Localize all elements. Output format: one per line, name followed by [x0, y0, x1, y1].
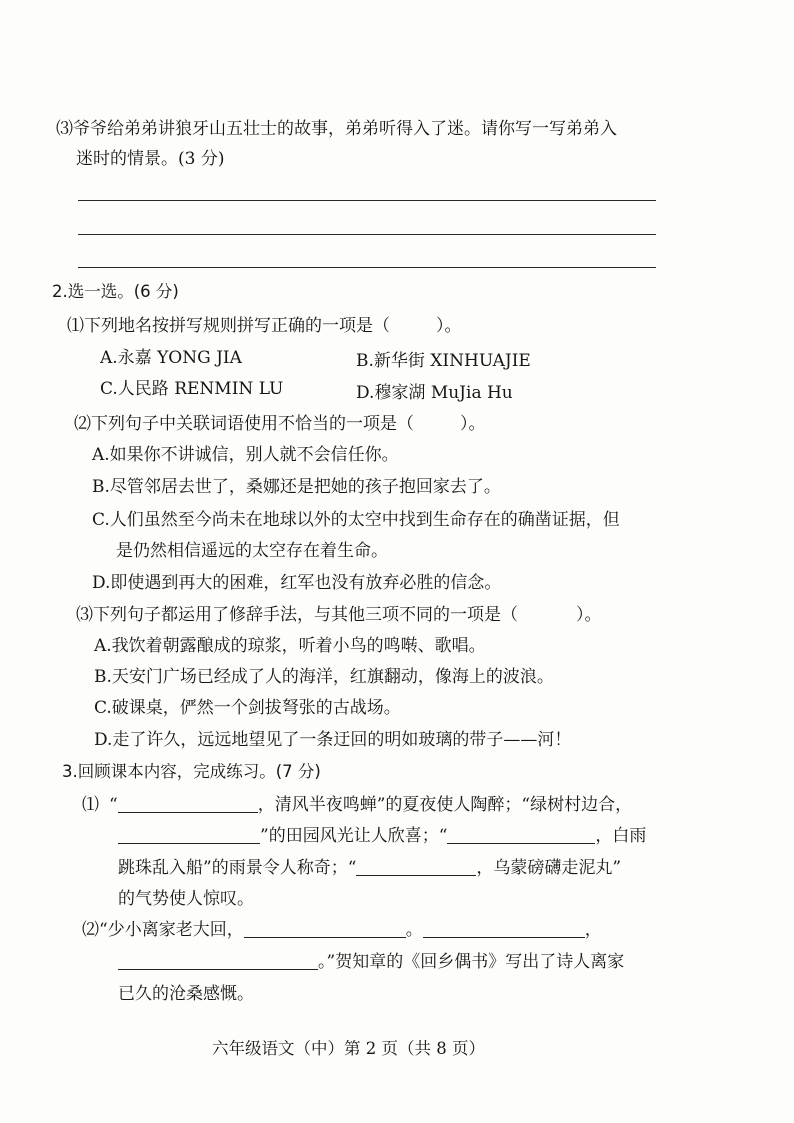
q2-sub2-stem — [74, 413, 486, 435]
q2-sub3-option-a[interactable]: A.我饮着朝露酿成的琼浆，听着小鸟的鸣啭、歌唱。 — [94, 636, 486, 656]
q3-sub1-line1 — [82, 794, 632, 816]
q2-sub3-stem-text: ⑶下列句子都运用了修辞手法，与其他三项不同的一项是（ — [76, 605, 518, 625]
q2-sub1-stem — [67, 315, 462, 337]
q3-sub2-blank-2[interactable] — [423, 919, 585, 938]
q3-sub1-line2 — [118, 825, 646, 847]
answer-line-3[interactable] — [78, 267, 656, 268]
q3-sub1-text-3: ，白雨 — [595, 826, 647, 846]
q2-sub2-option-d[interactable]: D.即使遇到再大的困难，红军也没有放弃必胜的信念。 — [92, 573, 502, 593]
page-footer: 六年级语文（中）第 2 页（共 8 页） — [212, 1039, 485, 1058]
q3-sub2-text-1: “少小离家老大回， — [99, 920, 244, 940]
q2-sub3-option-b[interactable]: B.天安门广场已经成了人的海洋，红旗翻动，像海上的波浪。 — [94, 667, 554, 687]
q2-sub3-option-c[interactable]: C.破课桌，俨然一个剑拔弩张的古战场。 — [94, 698, 401, 718]
q3-sub1-text-2: ”的田园风光让人欣喜；“ — [260, 826, 448, 846]
q3-sub1-blank-2[interactable] — [118, 825, 260, 844]
q3-sub2-text-2: 。”贺知章的《回乡偶书》写出了诗人离家 — [318, 952, 625, 972]
q3-sub1-number: ⑴ — [82, 795, 99, 815]
q3-sub1-open-quote: “ — [109, 795, 118, 815]
q2-sub3-stem — [76, 604, 602, 626]
q3-sub2-period: 。 — [405, 920, 423, 940]
q3-sub2-number: ⑵ — [82, 920, 99, 940]
q2-sub1-stem-text: ⑴下列地名按拼写规则拼写正确的一项是（ — [67, 316, 390, 336]
q3-sub1-line4: 的气势使人惊叹。 — [118, 889, 254, 909]
q3-sub1-blank-1[interactable] — [118, 794, 258, 813]
q3-sub1-text-1: ，清风半夜鸣蝉”的夏夜使人陶醉；“绿树村边合， — [257, 795, 633, 815]
q2-sub2-close: ）。 — [460, 414, 486, 434]
q2-sub1-option-a[interactable]: A.永嘉 YONG JIA — [100, 348, 242, 368]
q3-sub2-line3: 已久的沧桑感慨。 — [118, 984, 254, 1004]
q2-sub2-stem-text: ⑵下列句子中关联词语使用不恰当的一项是（ — [74, 414, 414, 434]
answer-line-1[interactable] — [78, 200, 656, 201]
q2-sub1-close: ）。 — [436, 316, 462, 336]
q2-sub3-close: ）。 — [576, 605, 602, 625]
q2-sub1-option-d[interactable]: D.穆家湖 MuJia Hu — [356, 383, 513, 403]
q3-sub2-line1 — [82, 919, 602, 941]
q3-sub1-line3 — [118, 857, 621, 879]
q3-sub1-text-4: 跳珠乱入船”的雨景令人称奇；“ — [118, 858, 357, 878]
q3-sub2-blank-1[interactable] — [244, 919, 406, 938]
q2-sub1-option-b[interactable]: B.新华街 XINHUAJIE — [356, 351, 531, 371]
q1-sub3-prompt-line1: ⑶爷爷给弟弟讲狼牙山五壮士的故事，弟弟听得入了迷。请你写一写弟弟入 — [56, 119, 617, 139]
q3-sub1-blank-3[interactable] — [447, 825, 595, 844]
q3-sub1-text-5: ，乌蒙磅礴走泥丸” — [476, 858, 622, 878]
q3-sub1-blank-4[interactable] — [356, 857, 476, 876]
q2-sub1-option-c[interactable]: C.人民路 RENMIN LU — [100, 379, 284, 399]
q3-sub2-blank-3[interactable] — [118, 951, 318, 970]
q2-sub2-option-a[interactable]: A.如果你不讲诚信，别人就不会信任你。 — [92, 445, 399, 465]
q2-sub3-option-d[interactable]: D.走了许久，远远地望见了一条迂回的明如玻璃的带子——河！ — [94, 730, 572, 750]
answer-line-2[interactable] — [78, 234, 656, 235]
q2-sub2-option-b[interactable]: B.尽管邻居去世了，桑娜还是把她的孩子抱回家去了。 — [92, 477, 501, 497]
q2-title: 2.选一选。(6 分) — [52, 282, 179, 301]
q3-sub2-line2 — [118, 951, 624, 973]
q1-sub3-prompt-line2: 迷时的情景。(3 分) — [76, 149, 225, 169]
q3-title: 3.回顾课本内容，完成练习。(7 分) — [62, 762, 321, 781]
q3-sub2-comma: ， — [584, 920, 602, 940]
q2-sub2-option-c[interactable]: C.人们虽然至今尚未在地球以外的太空中找到生命存在的确凿证据，但 — [92, 510, 620, 530]
q2-sub2-option-c-cont: 是仍然相信遥远的太空存在着生命。 — [116, 541, 388, 561]
